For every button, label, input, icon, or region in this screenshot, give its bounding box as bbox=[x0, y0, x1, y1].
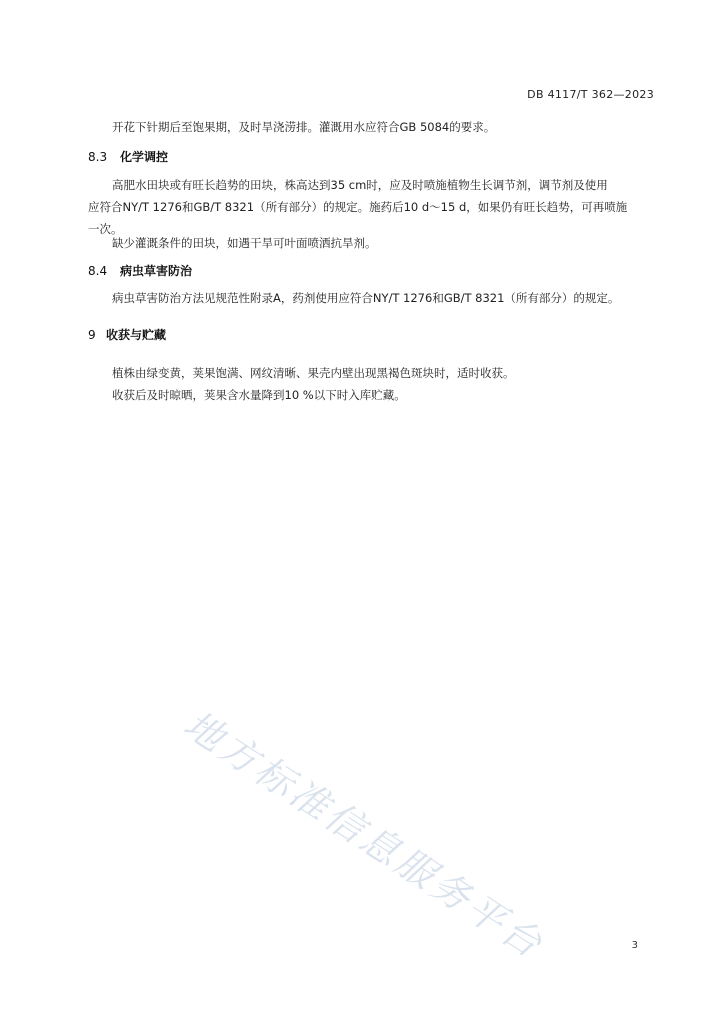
paragraph-line: 高肥水田块或有旺长趋势的田块，株高达到35 cm时，应及时喷施植物生长调节剂，调节剂及使用 bbox=[112, 178, 608, 192]
section-title: 收获与贮藏 bbox=[106, 328, 167, 342]
paragraph-chemical-regulation bbox=[88, 174, 654, 240]
watermark: 地方标准信息服务平台 bbox=[176, 701, 553, 968]
paragraph-harvest bbox=[88, 362, 654, 406]
section-heading-8-4 bbox=[88, 262, 192, 280]
paragraph-line: 植株由绿变黄，荚果饱满、网纹清晰、果壳内壁出现黑褐色斑块时，适时收获。 bbox=[112, 366, 515, 380]
paragraph-line: 一次。 bbox=[88, 222, 123, 236]
section-number: 9 bbox=[88, 328, 96, 342]
paragraph-text: 病虫草害防治方法见规范性附录A，药剂使用应符合NY/T 1276和GB/T 8321（所有部分）的规定。 bbox=[112, 291, 620, 305]
section-heading-8-3 bbox=[88, 148, 168, 166]
section-heading-9 bbox=[88, 326, 166, 344]
paragraph-line: 应符合NY/T 1276和GB/T 8321（所有部分）的规定。施药后10 d～15 d，如果仍有旺长趋势，可再喷施 bbox=[88, 200, 628, 214]
paragraph-irrigation bbox=[88, 116, 654, 138]
standard-code: DB 4117/T 362—2023 bbox=[527, 88, 654, 101]
paragraph-text: 缺少灌溉条件的田块，如遇干旱可叶面喷洒抗旱剂。 bbox=[112, 236, 377, 250]
paragraph-pest-control bbox=[88, 287, 654, 309]
section-number: 8.4 bbox=[88, 264, 108, 278]
section-title: 病虫草害防治 bbox=[120, 264, 193, 278]
paragraph-drought bbox=[88, 232, 654, 254]
paragraph-line: 收获后及时晾晒，荚果含水量降到10 %以下时入库贮藏。 bbox=[112, 388, 406, 402]
page-number: 3 bbox=[631, 940, 638, 951]
section-number: 8.3 bbox=[88, 150, 108, 164]
paragraph-text: 开花下针期后至饱果期，及时旱浇涝排。灌溉用水应符合GB 5084的要求。 bbox=[112, 120, 496, 134]
section-title: 化学调控 bbox=[120, 150, 169, 164]
